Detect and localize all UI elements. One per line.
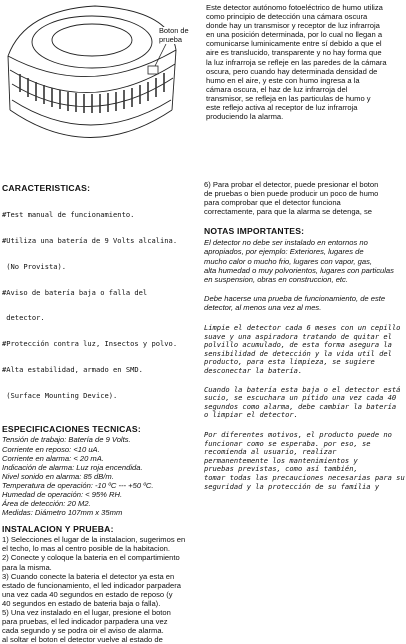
prueba-paragraph bbox=[204, 180, 406, 216]
limpieza-line: Limpie el detector cada 6 meses con un cepillo bbox=[204, 323, 401, 333]
limpieza-paragraph bbox=[204, 324, 406, 376]
final-line: Por diferentes motivos, el producto puede no bbox=[204, 429, 392, 439]
notas-paragraph bbox=[204, 238, 406, 283]
spec-line: Temperatura de operación: -10 ºC --- +50 ºC. bbox=[2, 480, 154, 490]
intro-line: comunicarse luminicamente entre sí debido a que el bbox=[206, 39, 382, 49]
limpieza-line: producto, para esta limpieza, se sugiere bbox=[204, 357, 375, 367]
install-line: el techo, lo mas al centro posible de la habitacion. bbox=[2, 544, 171, 554]
prueba-line: de pruebas o bien puede producir un poco de humo bbox=[204, 189, 379, 199]
bateria-line: sucio, se escuchara un pitido una vez cada 40 bbox=[204, 393, 397, 403]
caracteristicas-list bbox=[2, 194, 200, 417]
intro-line: la luz infrarroja se refleje en las paredes de la cámara bbox=[206, 57, 387, 67]
limpieza-line: suave y una aspiradora tratando de quitar el bbox=[204, 331, 392, 341]
final-line: permanentemente los mantenimientos y bbox=[204, 455, 358, 465]
install-line: cada segundo y se podra oir el aviso de alarma. bbox=[2, 626, 164, 636]
install-line: 2) Conecte y coloque la bateria en el compartimiento bbox=[2, 553, 180, 563]
bateria-line: Cuando la batería esta baja o el detector está bbox=[204, 384, 401, 394]
prueba-line: para comprobar que el detector funciona bbox=[204, 198, 341, 208]
prueba-semanal-line: detector, al menos una vez al mes. bbox=[204, 302, 322, 312]
spec-line: Área de detección: 20 M2. bbox=[2, 499, 91, 509]
limpieza-line: polvillo acumulado, de esta forma asegura la bbox=[204, 340, 392, 350]
final-line: tomar todas las precauciones necesarias para su bbox=[204, 472, 405, 482]
spec-line: Medidas: Diámetro 107mm x 35mm bbox=[2, 508, 123, 518]
install-line: para pruebas, el led indicador parpadera una vez bbox=[2, 617, 168, 627]
install-line: estado de funcionamiento, el led indicador parpadera bbox=[2, 580, 181, 590]
notas-line: El detector no debe ser instalado en entornos no bbox=[204, 238, 368, 248]
install-line: 1) Selecciones el lugar de la instalacion, sugerimos en bbox=[2, 535, 186, 545]
install-title: INSTALACION Y PRUEBA: bbox=[2, 524, 114, 535]
install-line: 5) Una vez instalado en el lugar, presione el boton bbox=[2, 608, 171, 618]
limpieza-line: sensibilidad de detección y la vida util del bbox=[204, 348, 392, 358]
prueba-line: 6) Para probar el detector, puede presionar el boton bbox=[204, 180, 379, 189]
final-line: funcionar como se esperaba. por eso, se bbox=[204, 438, 371, 448]
install-line: una vez cada 40 segundos en estado de reposo (y bbox=[2, 589, 173, 599]
notas-title: NOTAS IMPORTANTES: bbox=[204, 226, 305, 237]
caracteristicas-title: CARACTERISTICAS: bbox=[2, 183, 91, 193]
notas-line: apropiados, por ejemplo: Exteriores, lugares de bbox=[204, 247, 364, 257]
caracteristica-line: (Surface Mounting Device). bbox=[2, 390, 118, 400]
limpieza-line: desconectar la batería. bbox=[204, 366, 303, 375]
caracteristica-line: (No Provista). bbox=[2, 261, 67, 271]
notas-line: en suspension, obras en construccion, etc. bbox=[204, 274, 348, 284]
intro-line: como principio de detección una cámara oscura bbox=[206, 12, 368, 22]
intro-paragraph bbox=[206, 3, 406, 121]
left-column bbox=[2, 183, 200, 644]
intro-line: transmisor, se refleja en las particulas de humo y bbox=[206, 93, 371, 103]
spec-line: Humedad de operación: < 95% RH. bbox=[2, 490, 123, 499]
test-button-drawing bbox=[148, 66, 158, 74]
intro-line: Este detector autónomo fotoeléctrico de humo utiliza bbox=[206, 3, 383, 12]
test-button-callout bbox=[159, 27, 203, 44]
caracteristica-line: #Utiliza una batería de 9 Volts alcalina. bbox=[2, 235, 178, 245]
bateria-line: o limpiar el detector. bbox=[204, 410, 298, 420]
intro-line: donde hay un transmisor y receptor de luz infrarroja bbox=[206, 21, 380, 31]
install-line: 40 segundos en estado de bateria baja o falla). bbox=[2, 598, 161, 608]
spec-line: Corriente en reposo: <10 uA. bbox=[2, 444, 100, 454]
notas-line: mucho calor o mucho frio, lugares con vapor, gas, bbox=[204, 256, 372, 266]
spec-line: Indicación de alarma: Luz roja encendida. bbox=[2, 462, 143, 472]
install-steps bbox=[2, 535, 200, 644]
install-line: para la misma. bbox=[2, 562, 52, 572]
caracteristica-line: #Test manual de funcionamiento. bbox=[2, 210, 135, 220]
smoke-detector-drawing bbox=[0, 0, 200, 165]
spec-line: Nivel sonido en alarma: 85 dB/m. bbox=[2, 471, 114, 481]
caracteristica-line: #Alta estabilidad, armado en SMD. bbox=[2, 364, 143, 374]
notas-line: alta humedad o muy polvorientos, lugares con particulas bbox=[204, 265, 394, 275]
prueba-semanal-line: Debe hacerse una prueba de funcionamiento, de este bbox=[204, 293, 386, 303]
prueba-line: correctamente, para que la alarma se detenga, se bbox=[204, 207, 373, 217]
intro-line: oscura, pero cuando hay determinada densidad de bbox=[206, 66, 378, 76]
caracteristica-line: detector. bbox=[2, 313, 45, 323]
intro-line: cámara oscura, el haz de luz infrarroja del bbox=[206, 84, 348, 94]
bateria-paragraph bbox=[204, 386, 406, 420]
intro-line: aire es translucido, transparente y no hay forma que bbox=[206, 48, 382, 58]
caracteristica-line: #Aviso de batería baja o falla del bbox=[2, 287, 148, 297]
prueba-semanal-paragraph bbox=[204, 294, 406, 312]
smoke-detector-illustration bbox=[0, 0, 200, 165]
specs-title: ESPECIFICACIONES TECNICAS: bbox=[2, 424, 141, 435]
install-line: al soltar el boton el detector vuelve al estado de bbox=[2, 635, 163, 644]
spec-line: Tensión de trabajo: Batería de 9 Volts. bbox=[2, 435, 131, 445]
final-line: pruebas previstas, como así también, bbox=[204, 464, 358, 474]
spec-line: Corriente en alarma: < 20 mA. bbox=[2, 453, 104, 463]
bateria-line: segundos como alarma, debe cambiar la batería bbox=[204, 401, 397, 411]
final-line: recomienda al usuario, realizar bbox=[204, 447, 337, 457]
right-column bbox=[204, 180, 406, 491]
intro-line: este reflejo activa al receptor de luz infrarroja bbox=[206, 103, 358, 113]
specs-list bbox=[2, 435, 200, 517]
intro-line: produciendo la alarma. bbox=[206, 112, 284, 122]
callout-label: Boton de prueba bbox=[159, 26, 189, 44]
final-paragraph bbox=[204, 431, 406, 491]
intro-line: humo en el aire, y este con humo ingresa a la bbox=[206, 75, 360, 85]
final-line: seguridad y la protección de su familia y bbox=[204, 481, 380, 491]
install-line: 3) Cuando conecte la bateria el detector ya esta en bbox=[2, 571, 175, 581]
caracteristica-line: #Protección contra luz, Insectos y polvo. bbox=[2, 339, 178, 349]
intro-line: en una posición determinada, por lo cual no llegan a bbox=[206, 30, 383, 40]
